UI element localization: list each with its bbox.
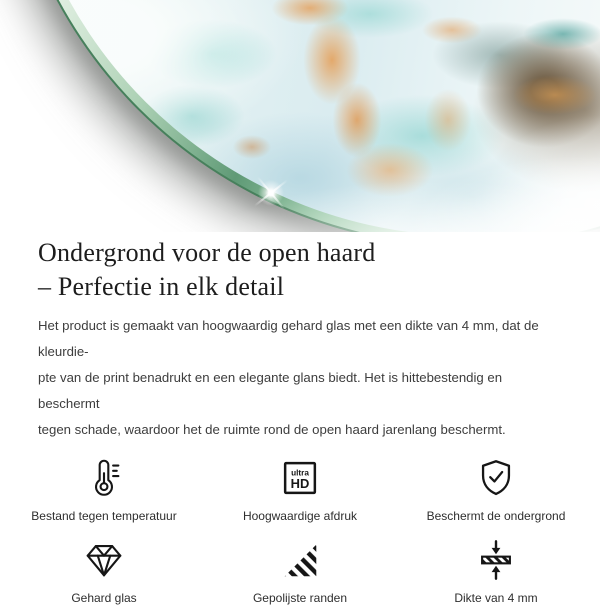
feature-tempered-glass [6,535,202,605]
page-title [38,236,562,304]
diamond-icon [81,535,127,583]
feature-print-quality [202,453,398,523]
feature-label: Gehard glas [71,591,137,605]
feature-label: Dikte van 4 mm [454,591,538,605]
feature-label: Gepolijste randen [252,591,348,605]
product-hero-image [0,0,600,232]
thickness-icon [473,535,519,583]
description-line-1: Het product is gemaakt van hoogwaardig gehard glas met een dikte van 4 mm, dat de kleurdie- [38,318,539,359]
feature-temperature [6,453,202,523]
shield-check-icon [473,453,519,501]
feature-label: Bestand tegen temperatuur [31,509,177,523]
page-title-line-1: Ondergrond voor de open haard [38,238,376,267]
page-title-line-2: – Perfectie in elk detail [38,272,285,301]
thermometer-icon [81,453,127,501]
feature-protection [398,453,594,523]
product-description [38,313,562,443]
svg-text:ultra: ultra [291,468,309,478]
product-description-section [0,232,600,443]
svg-text:HD: HD [290,476,310,492]
feature-grid [0,453,600,605]
polished-edges-icon [277,535,323,583]
feature-thickness [398,535,594,605]
feature-polished-edges [202,535,398,605]
feature-label: Hoogwaardige afdruk [242,509,358,523]
description-line-2: pte van de print benadrukt en een elegante glans biedt. Het is hittebestendig en beschermt [38,370,503,411]
ultra-hd-icon [277,453,323,501]
feature-label: Beschermt de ondergrond [426,509,566,523]
description-line-3: tegen schade, waardoor het de ruimte rond de open haard jarenlang beschermt. [38,422,506,437]
